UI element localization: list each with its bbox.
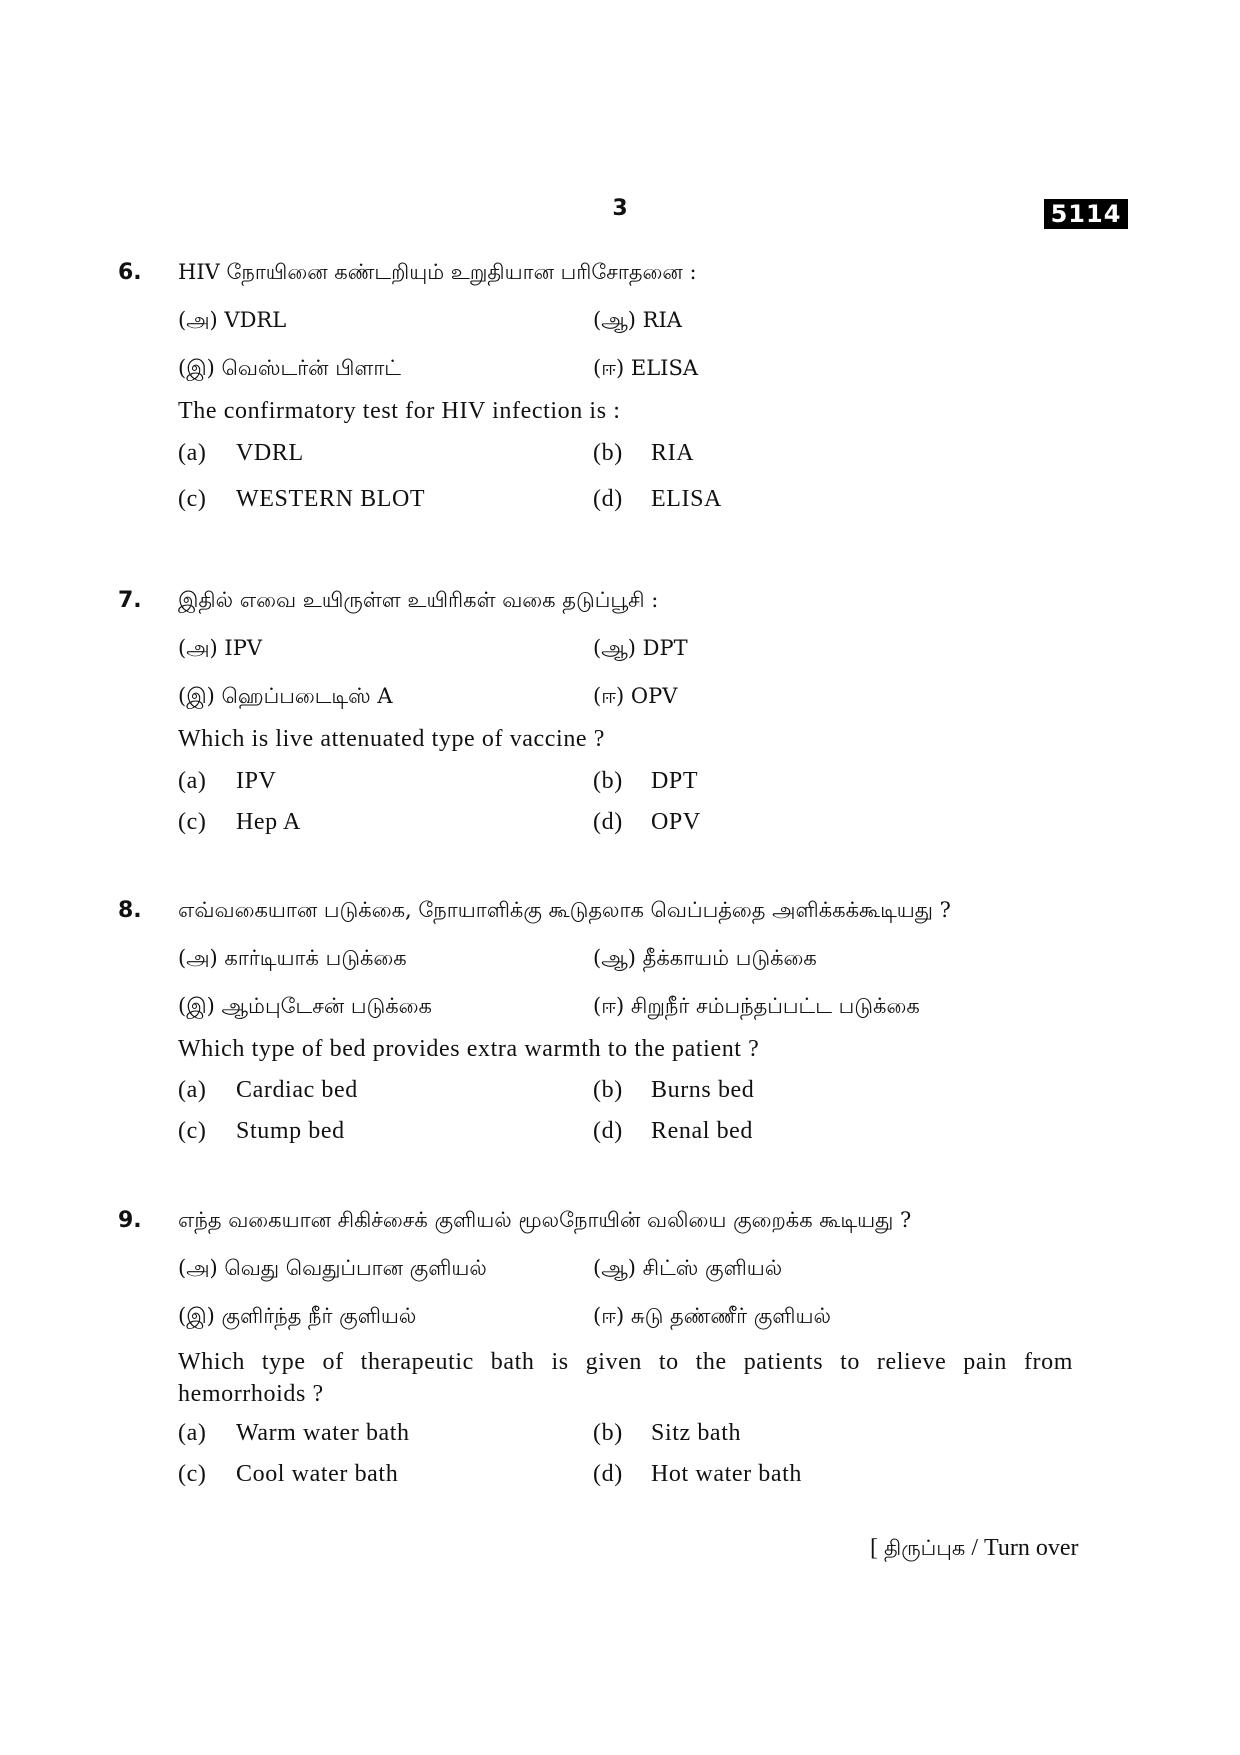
option-text: வெது வெதுப்பான குளியல் (224, 1256, 487, 1280)
option-text: Cardiac bed (236, 1077, 358, 1103)
option-text: ELISA (651, 486, 722, 512)
tamil-question-text: எந்த வகையான சிகிச்சைக் குளியல் மூலநோயின் வலியை குறைக்க கூடியது ? (178, 1208, 912, 1232)
option-text: Renal bed (651, 1118, 754, 1144)
option-text: Hot water bath (651, 1461, 803, 1487)
tamil-option-b (593, 946, 817, 973)
option-text: குளிர்ந்த நீர் குளியல் (221, 1304, 417, 1328)
tamil-option-b (593, 308, 682, 335)
tamil-option-d (593, 1304, 831, 1331)
option-label: (ஆ) (593, 308, 636, 332)
question-number: 7. (118, 588, 142, 613)
option-label: (a) (178, 440, 207, 466)
option-text: IPV (224, 636, 263, 660)
tamil-option-a (178, 1256, 487, 1283)
turn-over-note (870, 1535, 1078, 1563)
tamil-option-c (178, 1304, 416, 1331)
english-option-b (593, 1420, 742, 1447)
option-label: (இ) (178, 356, 215, 380)
tamil-option-a (178, 946, 407, 973)
english-option-c (178, 809, 301, 836)
option-text: சிட்ஸ் குளியல் (642, 1256, 783, 1280)
option-label: (c) (178, 809, 207, 835)
tamil-option-c (178, 356, 401, 383)
option-text: கார்டியாக் படுக்கை (224, 946, 407, 970)
option-text: Sitz bath (651, 1420, 742, 1446)
tamil-option-c (178, 994, 432, 1021)
option-label: (அ) (178, 1256, 218, 1280)
option-text: OPV (630, 684, 678, 708)
option-text: Hep A (236, 809, 301, 835)
tamil-option-a (178, 308, 286, 335)
option-text: DPT (651, 768, 699, 794)
tamil-option-d (593, 684, 677, 711)
option-text: VDRL (224, 308, 287, 332)
english-question-text: The confirmatory test for HIV infection is : (178, 398, 621, 424)
english-option-d (593, 486, 722, 513)
option-label: (ஈ) (593, 356, 625, 380)
option-label: (இ) (178, 684, 215, 708)
english-option-b (593, 1077, 755, 1104)
option-label: (ஈ) (593, 1304, 625, 1328)
option-text: வெஸ்டர்ன் பிளாட் (221, 356, 402, 380)
option-text: RIA (651, 440, 695, 466)
english-option-c (178, 1461, 399, 1488)
english-option-d (593, 1461, 803, 1488)
english-option-d (593, 809, 701, 836)
option-text: சிறுநீர் சம்பந்தப்பட்ட படுக்கை (630, 994, 920, 1018)
option-label: (d) (593, 486, 623, 512)
option-text: சுடு தண்ணீர் குளியல் (630, 1304, 831, 1328)
english-option-a (178, 1077, 358, 1104)
option-label: (இ) (178, 994, 215, 1018)
question-number: 6. (118, 260, 142, 285)
english-option-b (593, 768, 699, 795)
paper-code-badge: 5114 (1044, 199, 1128, 229)
option-label: (c) (178, 1118, 207, 1144)
option-text: VDRL (236, 440, 304, 466)
option-label: (b) (593, 1077, 623, 1103)
option-label: (அ) (178, 946, 218, 970)
tamil-option-a (178, 636, 262, 663)
tamil-question-text: எவ்வகையான படுக்கை, நோயாளிக்கு கூடுதலாக வெப்பத்தை அளிக்கக்கூடியது ? (178, 898, 951, 922)
tamil-question-text: HIV நோயினை கண்டறியும் உறுதியான பரிசோதனை : (178, 260, 697, 284)
option-text: Warm water bath (236, 1420, 410, 1446)
option-label: (இ) (178, 1304, 215, 1328)
english-question-text: Which type of bed provides extra warmth to the patient ? (178, 1036, 760, 1062)
option-text: IPV (236, 768, 277, 794)
footer-tamil-text: திருப்புக (884, 1536, 966, 1560)
option-label: (அ) (178, 636, 218, 660)
option-text: RIA (642, 308, 682, 332)
option-label: (c) (178, 1461, 207, 1487)
option-text: Cool water bath (236, 1461, 399, 1487)
option-text: DPT (642, 636, 688, 660)
english-option-a (178, 1420, 410, 1447)
tamil-option-d (593, 356, 698, 383)
option-label: (ஈ) (593, 994, 625, 1018)
option-text: தீக்காயம் படுக்கை (642, 946, 817, 970)
footer-separator: / (971, 1535, 979, 1561)
english-option-c (178, 1118, 345, 1145)
option-label: (ஆ) (593, 946, 636, 970)
english-question-text: Which type of therapeutic bath is given to the patients to relieve pain from hemorrhoids ? (178, 1349, 1073, 1407)
english-question-text: Which is live attenuated type of vaccine ? (178, 726, 606, 752)
english-option-d (593, 1118, 754, 1145)
tamil-option-b (593, 1256, 782, 1283)
question-number: 9. (118, 1208, 142, 1233)
option-label: (c) (178, 486, 207, 512)
option-label: (b) (593, 1420, 623, 1446)
question-number: 8. (118, 898, 142, 923)
option-text: Stump bed (236, 1118, 345, 1144)
option-text: WESTERN BLOT (236, 486, 426, 512)
page-number: 3 (612, 196, 628, 221)
option-text: OPV (651, 809, 701, 835)
tamil-option-b (593, 636, 688, 663)
english-option-a (178, 440, 304, 467)
option-label: (a) (178, 768, 207, 794)
option-label: (அ) (178, 308, 218, 332)
tamil-question-text: இதில் எவை உயிருள்ள உயிரிகள் வகை தடுப்பூசி : (178, 588, 659, 612)
option-text: ஹெப்படைடிஸ் A (221, 684, 393, 708)
option-label: (ஆ) (593, 1256, 636, 1280)
footer-english-text: Turn over (984, 1535, 1079, 1561)
option-label: (a) (178, 1420, 207, 1446)
footer-bracket: [ (870, 1535, 878, 1561)
tamil-option-d (593, 994, 920, 1021)
option-label: (ஈ) (593, 684, 625, 708)
english-option-a (178, 768, 277, 795)
option-text: ஆம்புடேசன் படுக்கை (221, 994, 432, 1018)
english-option-c (178, 486, 426, 513)
tamil-option-c (178, 684, 393, 711)
option-label: (d) (593, 809, 623, 835)
option-label: (b) (593, 440, 623, 466)
option-label: (b) (593, 768, 623, 794)
option-label: (d) (593, 1461, 623, 1487)
option-text: ELISA (630, 356, 699, 380)
option-label: (ஆ) (593, 636, 636, 660)
option-label: (d) (593, 1118, 623, 1144)
option-label: (a) (178, 1077, 207, 1103)
option-text: Burns bed (651, 1077, 755, 1103)
english-option-b (593, 440, 695, 467)
